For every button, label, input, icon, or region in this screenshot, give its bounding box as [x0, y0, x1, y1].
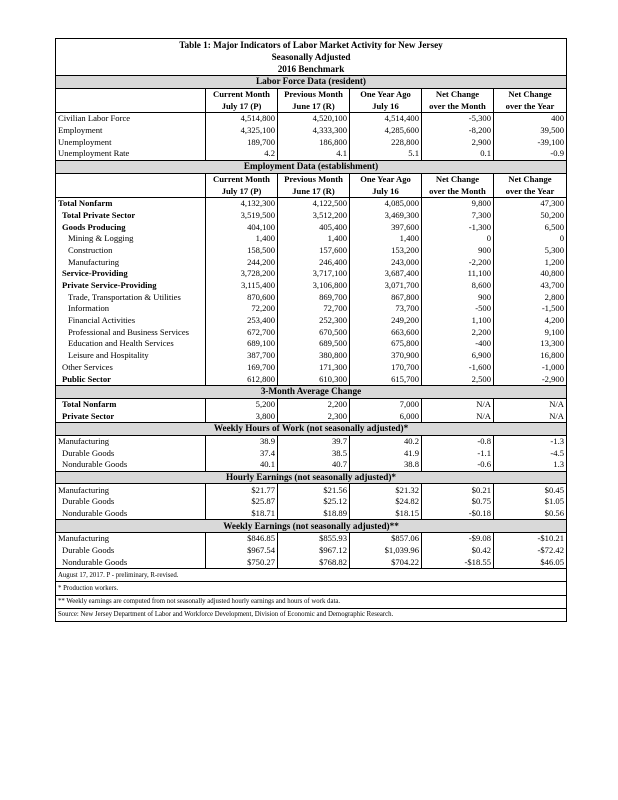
cell-value: 73,700 — [350, 303, 422, 315]
cell-value: 243,000 — [350, 256, 422, 268]
footnote: August 17, 2017. P - preliminary, R-revised. — [56, 569, 567, 582]
column-header: July 16 — [350, 100, 422, 112]
cell-value: 4,132,300 — [206, 197, 278, 209]
table-row — [56, 447, 567, 459]
column-header: Current Month — [206, 88, 278, 100]
cell-value: $21.56 — [278, 484, 350, 496]
title-row — [56, 39, 567, 52]
cell-value: 3,071,700 — [350, 280, 422, 292]
column-header: Previous Month — [278, 88, 350, 100]
cell-value: 9,800 — [422, 197, 494, 209]
column-header: Net Change — [422, 173, 494, 185]
header-spacer — [56, 100, 206, 112]
cell-value: 1,400 — [350, 233, 422, 245]
column-header-row — [56, 173, 567, 185]
row-label: Construction — [68, 244, 113, 255]
footnote-row — [56, 595, 567, 608]
section-header-row — [56, 471, 567, 484]
cell-value: 169,700 — [206, 362, 278, 374]
section-title-hourly: Hourly Earnings (not seasonally adjusted)* — [56, 471, 567, 484]
cell-value: 38.9 — [206, 435, 278, 447]
cell-value: $0.42 — [422, 545, 494, 557]
cell-value: 0 — [494, 233, 567, 245]
header-spacer — [56, 185, 206, 197]
cell-value: -1.3 — [494, 435, 567, 447]
table-row — [56, 410, 567, 422]
cell-value: 11,100 — [422, 268, 494, 280]
cell-value: -0.6 — [422, 459, 494, 471]
footnote-row — [56, 582, 567, 595]
cell-value: N/A — [494, 398, 567, 410]
cell-value: -500 — [422, 303, 494, 315]
cell-value: 6,500 — [494, 221, 567, 233]
cell-value: 4,514,800 — [206, 113, 278, 125]
title-row — [56, 51, 567, 63]
cell-value: -400 — [422, 338, 494, 350]
footnote: ** Weekly earnings are computed from not seasonally adjusted hourly earnings and hours of work data. — [56, 595, 567, 608]
section-header-row — [56, 422, 567, 435]
cell-value: 672,700 — [206, 326, 278, 338]
cell-value: $18.89 — [278, 508, 350, 520]
cell-value: 4.2 — [206, 148, 278, 160]
column-header: June 17 (R) — [278, 100, 350, 112]
row-label: Total Private Sector — [62, 209, 136, 220]
cell-value: 900 — [422, 291, 494, 303]
cell-value: 253,400 — [206, 315, 278, 327]
cell-value: 2,900 — [422, 136, 494, 148]
cell-value: 670,500 — [278, 326, 350, 338]
cell-value: -39,100 — [494, 136, 567, 148]
column-header: over the Year — [494, 100, 567, 112]
cell-value: 675,800 — [350, 338, 422, 350]
table-row — [56, 197, 567, 209]
cell-value: -1,600 — [422, 362, 494, 374]
table-row — [56, 148, 567, 160]
cell-value: -$72.42 — [494, 545, 567, 557]
row-label: Professional and Business Services — [68, 326, 190, 337]
cell-value: 0.1 — [422, 148, 494, 160]
cell-value: 4,122,500 — [278, 197, 350, 209]
cell-value: $1,039.96 — [350, 545, 422, 557]
column-header: July 17 (P) — [206, 185, 278, 197]
cell-value: 3,115,400 — [206, 280, 278, 292]
cell-value: $857.06 — [350, 533, 422, 545]
cell-value: 380,800 — [278, 350, 350, 362]
cell-value: 5.1 — [350, 148, 422, 160]
cell-value: 39.7 — [278, 435, 350, 447]
cell-value: 1,100 — [422, 315, 494, 327]
cell-value: 2,200 — [422, 326, 494, 338]
row-label: Manufacturing — [58, 533, 110, 544]
cell-value: 615,700 — [350, 373, 422, 385]
cell-value: 4,085,000 — [350, 197, 422, 209]
cell-value: -0.9 — [494, 148, 567, 160]
column-header-row — [56, 185, 567, 197]
table-row — [56, 233, 567, 245]
cell-value: 1,400 — [278, 233, 350, 245]
table-row — [56, 280, 567, 292]
row-label: Unemployment — [58, 136, 112, 147]
footnote: * Production workers. — [56, 582, 567, 595]
section-title-labor-force: Labor Force Data (resident) — [56, 76, 567, 89]
cell-value: 153,200 — [350, 245, 422, 257]
table-row — [56, 245, 567, 257]
row-label: Financial Activities — [68, 315, 136, 326]
cell-value: 5,300 — [494, 245, 567, 257]
cell-value: 4,333,300 — [278, 125, 350, 137]
cell-value: 244,200 — [206, 256, 278, 268]
cell-value: 3,469,300 — [350, 210, 422, 222]
cell-value: 1,200 — [494, 256, 567, 268]
row-label: Employment — [58, 125, 103, 136]
column-header: July 17 (P) — [206, 100, 278, 112]
cell-value: N/A — [422, 410, 494, 422]
table-row — [56, 210, 567, 222]
table-row — [56, 315, 567, 327]
column-header: Previous Month — [278, 173, 350, 185]
cell-value: 2,800 — [494, 291, 567, 303]
cell-value: 400 — [494, 113, 567, 125]
cell-value: 38.5 — [278, 447, 350, 459]
cell-value: 40.1 — [206, 459, 278, 471]
cell-value: $846.85 — [206, 533, 278, 545]
table-title: Table 1: Major Indicators of Labor Market Activity for New Jersey — [179, 39, 443, 50]
column-header-row — [56, 88, 567, 100]
table-row — [56, 291, 567, 303]
cell-value: 867,800 — [350, 291, 422, 303]
row-label: Nondurable Goods — [56, 459, 206, 471]
table-row — [56, 338, 567, 350]
cell-value: $24.82 — [350, 496, 422, 508]
table-row — [56, 459, 567, 471]
cell-value: 39,500 — [494, 125, 567, 137]
table-row — [56, 545, 567, 557]
cell-value: 1,400 — [206, 233, 278, 245]
cell-value: N/A — [494, 410, 567, 422]
cell-value: 41.9 — [350, 447, 422, 459]
cell-value: $750.27 — [206, 557, 278, 569]
column-header-row — [56, 100, 567, 112]
cell-value: $1.05 — [494, 496, 567, 508]
cell-value: 405,400 — [278, 221, 350, 233]
row-label: Manufacturing — [58, 484, 110, 495]
cell-value: 157,600 — [278, 245, 350, 257]
indicator-table — [55, 38, 567, 622]
cell-value: 4.1 — [278, 148, 350, 160]
cell-value: $25.87 — [206, 496, 278, 508]
row-label: Manufacturing — [58, 435, 110, 446]
section-title-weekly: Weekly Earnings (not seasonally adjusted)** — [56, 520, 567, 533]
cell-value: 38.8 — [350, 459, 422, 471]
cell-value: N/A — [422, 398, 494, 410]
cell-value: $768.82 — [278, 557, 350, 569]
row-label: Manufacturing — [68, 256, 120, 267]
cell-value: -1,500 — [494, 303, 567, 315]
table-row — [56, 268, 567, 280]
cell-value: $0.21 — [422, 484, 494, 496]
header-spacer — [56, 88, 206, 100]
cell-value: $704.22 — [350, 557, 422, 569]
cell-value: 72,700 — [278, 303, 350, 315]
cell-value: $21.77 — [206, 484, 278, 496]
table-row — [56, 508, 567, 520]
column-header: One Year Ago — [350, 173, 422, 185]
cell-value: $967.12 — [278, 545, 350, 557]
cell-value: -$18.55 — [422, 557, 494, 569]
cell-value: $18.15 — [350, 508, 422, 520]
cell-value: 3,800 — [206, 410, 278, 422]
header-spacer — [56, 173, 206, 185]
cell-value: -$0.18 — [422, 508, 494, 520]
cell-value: $967.54 — [206, 545, 278, 557]
cell-value: 72,200 — [206, 303, 278, 315]
table-row — [56, 350, 567, 362]
row-label: Public Sector — [56, 373, 206, 385]
table-row — [56, 484, 567, 496]
cell-value: 3,687,400 — [350, 268, 422, 280]
row-label: Total Nonfarm — [62, 398, 117, 409]
cell-value: $0.45 — [494, 484, 567, 496]
row-label: Unemployment Rate — [56, 148, 206, 160]
cell-value: 6,900 — [422, 350, 494, 362]
cell-value: 3,512,200 — [278, 210, 350, 222]
table-row — [56, 221, 567, 233]
row-label: Civilian Labor Force — [58, 113, 131, 124]
cell-value: $855.93 — [278, 533, 350, 545]
section-title-three-month: 3-Month Average Change — [56, 385, 567, 398]
row-label: Leisure and Hospitality — [68, 350, 149, 361]
cell-value: 7,300 — [422, 210, 494, 222]
cell-value: 2,500 — [422, 373, 494, 385]
section-title-employment: Employment Data (establishment) — [56, 160, 567, 173]
cell-value: -1,000 — [494, 362, 567, 374]
row-label: Total Nonfarm — [58, 198, 113, 209]
table-row — [56, 373, 567, 385]
row-label: Nondurable Goods — [56, 508, 206, 520]
cell-value: 0 — [422, 233, 494, 245]
cell-value: 228,800 — [350, 136, 422, 148]
cell-value: 6,000 — [350, 410, 422, 422]
cell-value: 37.4 — [206, 447, 278, 459]
cell-value: -0.8 — [422, 435, 494, 447]
table-row — [56, 533, 567, 545]
cell-value: 9,100 — [494, 326, 567, 338]
table-row — [56, 113, 567, 125]
footnote-row — [56, 569, 567, 582]
column-header: over the Year — [494, 185, 567, 197]
column-header: over the Month — [422, 100, 494, 112]
cell-value: -8,200 — [422, 125, 494, 137]
labor-market-table — [55, 38, 566, 622]
row-label: Private Service-Providing — [62, 280, 157, 291]
cell-value: 5,200 — [206, 398, 278, 410]
row-label: Other Services — [62, 361, 113, 372]
cell-value: 370,900 — [350, 350, 422, 362]
cell-value: -2,900 — [494, 373, 567, 385]
cell-value: 404,100 — [206, 221, 278, 233]
row-label: Goods Producing — [62, 221, 126, 232]
cell-value: 689,100 — [206, 338, 278, 350]
table-benchmark: 2016 Benchmark — [277, 63, 345, 74]
cell-value: 4,200 — [494, 315, 567, 327]
cell-value: 252,300 — [278, 315, 350, 327]
table-row — [56, 256, 567, 268]
column-header: Net Change — [494, 173, 567, 185]
cell-value: $21.32 — [350, 484, 422, 496]
table-row — [56, 398, 567, 410]
section-header-row — [56, 385, 567, 398]
row-label: Private Sector — [56, 410, 206, 422]
table-row — [56, 125, 567, 137]
cell-value: 8,600 — [422, 280, 494, 292]
cell-value: 16,800 — [494, 350, 567, 362]
cell-value: 189,700 — [206, 136, 278, 148]
cell-value: 249,200 — [350, 315, 422, 327]
table-row — [56, 435, 567, 447]
column-header: June 17 (R) — [278, 185, 350, 197]
column-header: Net Change — [422, 88, 494, 100]
table-row — [56, 303, 567, 315]
cell-value: -2,200 — [422, 256, 494, 268]
row-label: Mining & Logging — [68, 233, 134, 244]
table-row — [56, 136, 567, 148]
cell-value: 246,400 — [278, 256, 350, 268]
cell-value: 3,519,500 — [206, 210, 278, 222]
cell-value: -1,300 — [422, 221, 494, 233]
cell-value: -5,300 — [422, 113, 494, 125]
cell-value: 387,700 — [206, 350, 278, 362]
cell-value: $0.75 — [422, 496, 494, 508]
cell-value: 4,285,600 — [350, 125, 422, 137]
table-row — [56, 362, 567, 374]
cell-value: 170,700 — [350, 362, 422, 374]
cell-value: 612,800 — [206, 373, 278, 385]
cell-value: $0.56 — [494, 508, 567, 520]
table-subtitle: Seasonally Adjusted — [271, 51, 351, 62]
cell-value: 4,325,100 — [206, 125, 278, 137]
cell-value: 1.3 — [494, 459, 567, 471]
column-header: Net Change — [494, 88, 567, 100]
cell-value: 3,728,200 — [206, 268, 278, 280]
cell-value: -4.5 — [494, 447, 567, 459]
cell-value: 870,600 — [206, 291, 278, 303]
row-label: Information — [68, 303, 110, 314]
cell-value: 40.2 — [350, 435, 422, 447]
column-header: Current Month — [206, 173, 278, 185]
cell-value: 43,700 — [494, 280, 567, 292]
row-label: Durable Goods — [62, 496, 115, 507]
cell-value: 3,106,800 — [278, 280, 350, 292]
title-row — [56, 63, 567, 76]
cell-value: 2,200 — [278, 398, 350, 410]
row-label: Durable Goods — [62, 447, 115, 458]
column-header: over the Month — [422, 185, 494, 197]
cell-value: 40,800 — [494, 268, 567, 280]
cell-value: 610,300 — [278, 373, 350, 385]
table-row — [56, 496, 567, 508]
cell-value: 50,200 — [494, 210, 567, 222]
section-header-row — [56, 76, 567, 89]
cell-value: -$10.21 — [494, 533, 567, 545]
cell-value: 3,717,100 — [278, 268, 350, 280]
row-label: Durable Goods — [62, 545, 115, 556]
cell-value: 171,300 — [278, 362, 350, 374]
row-label: Trade, Transportation & Utilities — [68, 291, 181, 302]
row-label: Education and Health Services — [68, 338, 174, 349]
cell-value: 2,300 — [278, 410, 350, 422]
cell-value: 397,600 — [350, 221, 422, 233]
cell-value: $46.05 — [494, 557, 567, 569]
section-title-hours: Weekly Hours of Work (not seasonally adjusted)* — [56, 422, 567, 435]
footnote-row — [56, 608, 567, 621]
row-label: Service-Providing — [62, 268, 128, 279]
table-row — [56, 326, 567, 338]
cell-value: 13,300 — [494, 338, 567, 350]
cell-value: 47,300 — [494, 197, 567, 209]
cell-value: 689,500 — [278, 338, 350, 350]
table-row — [56, 557, 567, 569]
column-header: One Year Ago — [350, 88, 422, 100]
cell-value: -1.1 — [422, 447, 494, 459]
cell-value: -$9.08 — [422, 533, 494, 545]
footnote: Source: New Jersey Department of Labor and Workforce Development, Division of Economic and Demographic Research. — [56, 608, 567, 621]
cell-value: 663,600 — [350, 326, 422, 338]
cell-value: 869,700 — [278, 291, 350, 303]
section-header-row — [56, 520, 567, 533]
cell-value: 158,500 — [206, 245, 278, 257]
section-header-row — [56, 160, 567, 173]
column-header: July 16 — [350, 185, 422, 197]
row-label: Nondurable Goods — [56, 557, 206, 569]
cell-value: 7,000 — [350, 398, 422, 410]
cell-value: 186,800 — [278, 136, 350, 148]
cell-value: 900 — [422, 245, 494, 257]
cell-value: 4,520,100 — [278, 113, 350, 125]
cell-value: 4,514,400 — [350, 113, 422, 125]
cell-value: $25.12 — [278, 496, 350, 508]
table-body — [56, 39, 567, 622]
cell-value: 40.7 — [278, 459, 350, 471]
cell-value: $18.71 — [206, 508, 278, 520]
